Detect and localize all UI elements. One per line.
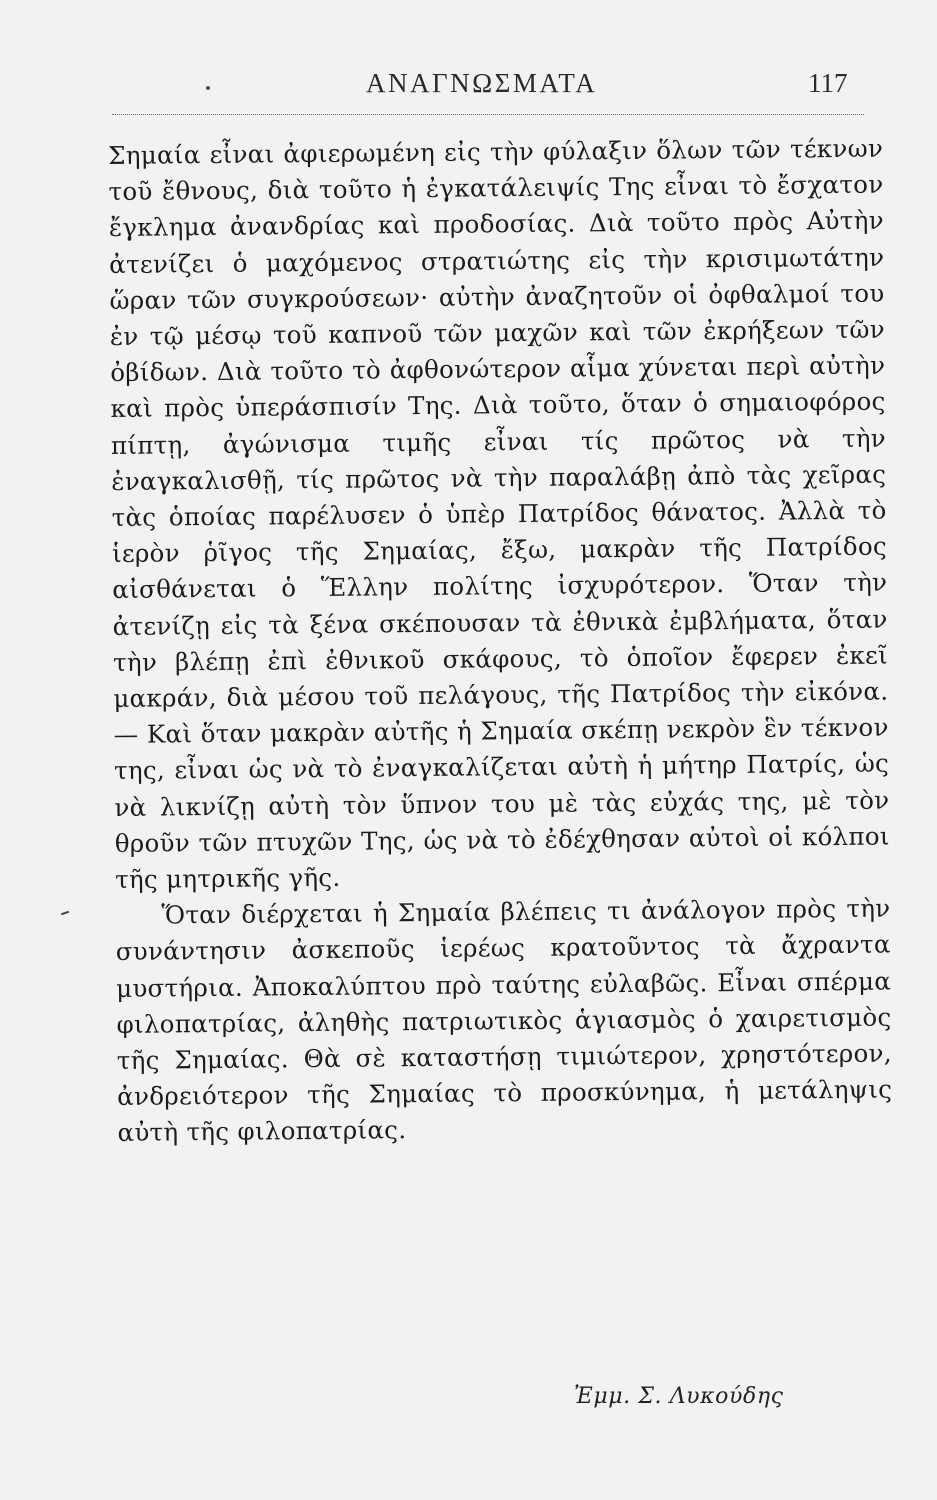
running-head [0,62,937,102]
printer-dot [206,86,210,90]
margin-mark [61,911,69,916]
paragraph-2: Ὅταν διέρχεται ἡ Σημαία βλέπεις τι ἀνάλογον πρὸς τὴν συνάντησιν ἀσκεποῦς ἱερέως κρατοῦντος τὰ ἄχραντα μυστήρια. Ἀποκαλύπτου πρὸ ταύτης εὐλαβῶς. Εἶναι σπέρμα φιλοπατρίας, ἀληθὴς πατριωτικὸς ἁγιασμὸς ὁ χαιρετισμὸς τῆς Σημαίας. Θὰ σὲ καταστήσῃ τιμιώτερον, χρηστότερον, ἀνδρειότερον τῆς Σημαίας τὸ προσκύνημα, ἡ μετάληψις αὐτὴ τῆς φιλοπατρίας. [115,893,893,1148]
author-signature: Ἐμμ. Σ. Λυκούδης [574,1384,784,1409]
body-text [108,131,893,1152]
page-number: 117 [808,68,848,98]
paragraph-1: Σημαία εἶναι ἀφιερωμένη εἰς τὴν φύλαξιν ὅλων τῶν τέκνων τοῦ ἔθνους, διὰ τοῦτο ἡ ἐγκατάλειψίς Της εἶναι τὸ ἔσχατον ἔγκλημα ἀνανδρίας καὶ προδοσίας. Διὰ τοῦτο πρὸς Αὐτὴν ἀτενίζει ὁ μαχόμενος στρατιώτης εἰς τὴν κρισιμωτάτην ὥραν τῶν συγκρούσεων· αὐτὴν ἀναζητοῦν οἱ ὀφθαλμοί του ἐν τῷ μέσῳ τοῦ καπνοῦ τῶν μαχῶν καὶ τῶν ἐκρήξεων τῶν ὀβίδων. Διὰ τοῦτο τὸ ἀφθονώτερον αἷμα χύνεται περὶ αὐτὴν καὶ πρὸς ὑπεράσπισίν Της. Διὰ τοῦτο, ὅταν ὁ σημαιοφόρος πίπτῃ, ἀγώνισμα τιμῆς εἶναι τίς πρῶτος νὰ τὴν ἐναγκαλισθῇ, τίς πρῶτος νὰ τὴν παραλάβῃ ἀπὸ τὰς χεῖρας τὰς ὁποίας παρέλυσεν ὁ ὑπὲρ Πατρίδος θάνατος. Ἀλλὰ τὸ ἱερὸν ῥῖγος τῆς Σημαίας, ἔξω, μακρὰν τῆς Πατρίδος αἰσθάνεται ὁ Ἕλλην πολίτης ἰσχυρότερον. Ὅταν τὴν ἀτενίζῃ εἰς τὰ ξένα σκέπουσαν τὰ ἐθνικὰ ἐμβλήματα, ὅταν τὴν βλέπῃ ἐπὶ ἐθνικοῦ σκάφους, τὸ ὁποῖον ἔφερεν ἐκεῖ μακράν, διὰ μέσου τοῦ πελάγους, τῆς Πατρίδος τὴν εἰκόνα. — Καὶ ὅταν μακρὰν αὐτῆς ἡ Σημαία σκέπῃ νεκρὸν ἓν τέκνον της, εἶναι ὡς νὰ τὸ ἐναγκαλίζεται αὐτὴ ἡ μήτηρ Πατρίς, ὡς νὰ λικνίζῃ αὐτὴ τὸν ὕπνον του μὲ τὰς εὐχάς της, μὲ τὸν θροῦν τῶν πτυχῶν Της, ὡς νὰ τὸ ἐδέχθησαν αὐτοὶ οἱ κόλποι τῆς μητρικῆς γῆς. [108,133,890,895]
running-title: ΑΝΑΓΝΩΣΜΑΤΑ [366,68,598,98]
header-rule [112,114,864,115]
